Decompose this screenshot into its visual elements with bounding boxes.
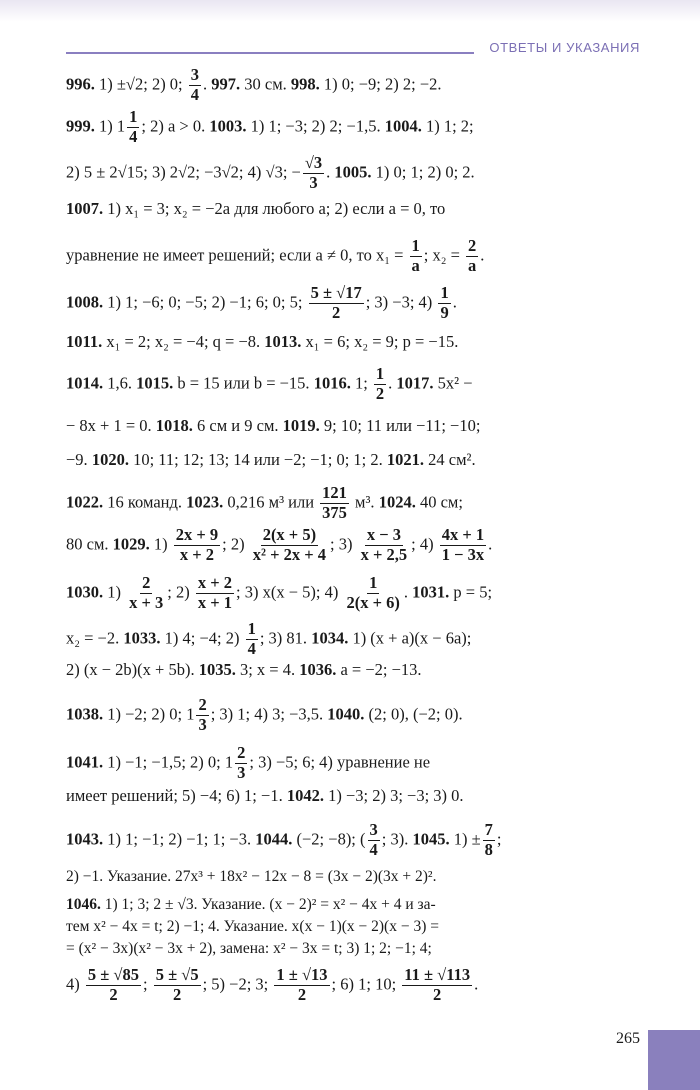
fraction-denominator: 2 xyxy=(109,984,118,1004)
fraction xyxy=(410,237,422,276)
problem-number: 996. xyxy=(66,74,95,94)
answer-text: м³. xyxy=(350,492,379,512)
fraction-numerator: 3 xyxy=(190,65,200,84)
answer-text: x₁ = 6; x₂ = 9; p = −15. xyxy=(301,332,459,351)
answer-line-text xyxy=(66,66,442,105)
answer-text: 1) xyxy=(149,534,172,554)
fraction-numerator: 5 ± √5 xyxy=(155,965,199,984)
fraction-numerator: 5 ± √85 xyxy=(87,965,139,984)
fraction xyxy=(127,574,165,613)
fraction xyxy=(189,66,201,105)
fraction-numerator: 2x + 9 xyxy=(175,525,219,544)
fraction xyxy=(359,526,410,565)
answer-text: ; 3) 81. xyxy=(259,628,312,648)
fraction-denominator: a xyxy=(411,255,420,275)
answer-text: 1) −1; −1,5; 2) 0; 1 xyxy=(103,752,234,772)
problem-number: 1041. xyxy=(66,752,104,772)
answer-text: . xyxy=(326,162,335,182)
answer-line xyxy=(66,332,640,352)
fraction xyxy=(86,966,141,1005)
fraction-numerator: 2 xyxy=(198,695,207,714)
answer-line xyxy=(66,66,640,105)
answer-line-text xyxy=(66,332,458,352)
problem-number: 1042. xyxy=(286,786,324,805)
fraction xyxy=(127,108,139,147)
fraction xyxy=(196,696,208,735)
answer-line xyxy=(66,108,640,147)
fraction-numerator: x + 2 xyxy=(197,573,233,592)
problem-number: 1044. xyxy=(255,829,293,849)
answer-text: 3; x = 4. xyxy=(235,660,300,679)
page-number: 265 xyxy=(616,1030,640,1047)
answer-line xyxy=(66,574,640,613)
answer-line xyxy=(66,940,640,958)
answer-text: ; 3) 1; 4) 3; −3,5. xyxy=(210,704,328,724)
answer-line xyxy=(66,786,640,806)
answer-line-text xyxy=(66,918,439,936)
answer-text: . xyxy=(452,292,457,312)
answer-text: 30 см. xyxy=(240,74,291,94)
fraction-numerator: 2 xyxy=(468,236,477,255)
answer-text: ; 2) xyxy=(222,534,249,554)
answer-line xyxy=(66,154,640,193)
answer-text: 6 см и 9 см. xyxy=(192,416,283,435)
fraction xyxy=(320,484,349,523)
section-title: ОТВЕТЫ И УКАЗАНИЯ xyxy=(489,40,640,55)
header-rule xyxy=(66,52,474,54)
fraction-denominator: 2 xyxy=(173,984,182,1004)
answer-text: 1) 1 xyxy=(94,116,126,136)
fraction xyxy=(344,574,401,613)
answer-text: ; 3) x(x − 5); 4) xyxy=(236,582,343,602)
answer-text: 80 см. xyxy=(66,534,113,554)
answer-text: ; 6) 1; 10; xyxy=(331,974,401,994)
answer-text: a = −2; −13. xyxy=(336,660,422,679)
answer-text: 1) 1; −6; 0; −5; 2) −1; 6; 0; 5; xyxy=(103,292,307,312)
fraction-denominator: 4 xyxy=(129,126,138,146)
answer-text: 40 см; xyxy=(415,492,463,512)
fraction xyxy=(483,821,495,860)
answer-text: p = 5; xyxy=(449,582,493,602)
fraction-denominator: 4 xyxy=(247,638,256,658)
answer-text: 1) x₁ = 3; x₂ = −2a для любого a; 2) если a = 0, то xyxy=(103,199,446,218)
problem-number: 998. xyxy=(290,74,320,94)
answer-text: 0,216 м³ или xyxy=(223,492,319,512)
answer-text: ; 2) xyxy=(167,582,194,602)
answer-text: 4) xyxy=(66,974,84,994)
answer-text: 1) ± xyxy=(449,829,481,849)
fraction-denominator: 3 xyxy=(198,714,207,734)
fraction xyxy=(174,526,220,565)
answer-text: ; xyxy=(496,829,502,849)
answer-line-text xyxy=(66,237,484,276)
answer-text: ; 3) xyxy=(330,534,357,554)
fraction-numerator: 5 ± √17 xyxy=(310,283,362,302)
answer-text: ; xyxy=(143,974,152,994)
answer-text: −9. xyxy=(66,450,92,469)
fraction xyxy=(440,526,486,565)
answer-line-text xyxy=(66,365,473,404)
fraction xyxy=(251,526,328,565)
problem-number: 1014. xyxy=(66,373,104,393)
answer-line-text xyxy=(66,484,463,523)
answer-text: ; 4) xyxy=(411,534,438,554)
problem-number: 1038. xyxy=(66,704,104,724)
problem-number: 1021. xyxy=(386,450,425,469)
problem-number: 1034. xyxy=(311,628,349,648)
answer-line xyxy=(66,284,640,323)
problem-number: 999. xyxy=(66,116,95,136)
fraction-numerator: √3 xyxy=(304,153,323,172)
answer-text: 1) 1; 3; 2 ± √3. Указание. (x − 2)² = x² − 4x + 4 и за- xyxy=(100,896,436,913)
fraction-numerator: 1 ± √13 xyxy=(276,965,328,984)
problem-number: 1007. xyxy=(66,199,104,218)
problem-number: 1016. xyxy=(313,373,351,393)
answer-text: . xyxy=(488,534,493,554)
problem-number: 997. xyxy=(211,74,241,94)
problem-number: 1040. xyxy=(327,704,365,724)
answer-line-text xyxy=(66,526,492,565)
answer-text: 1; xyxy=(350,373,372,393)
fraction-denominator: a xyxy=(468,255,477,275)
answer-line-text xyxy=(66,696,463,735)
fraction-numerator: 1 xyxy=(375,364,385,383)
answer-text: 9; 10; 11 или −11; −10; xyxy=(319,416,481,435)
fraction-denominator: 3 xyxy=(237,762,246,782)
fraction-denominator: 2 xyxy=(297,984,307,1004)
problem-number: 1022. xyxy=(66,492,104,512)
answer-text: (−2; −8); ( xyxy=(292,829,366,849)
fraction-denominator: x + 1 xyxy=(197,592,233,612)
fraction-denominator: x + 2 xyxy=(179,544,215,564)
fraction xyxy=(154,966,201,1005)
fraction-denominator: 375 xyxy=(322,502,347,522)
fraction-numerator: 1 xyxy=(369,573,378,592)
answer-line-text xyxy=(66,786,464,806)
answer-text: ; 5) −2; 3; xyxy=(202,974,273,994)
problem-number: 1020. xyxy=(91,450,129,469)
fraction-numerator: 7 xyxy=(484,820,493,839)
fraction-numerator: 4x + 1 xyxy=(441,525,485,544)
problem-number: 1008. xyxy=(66,292,104,312)
fraction-denominator: 2 xyxy=(332,302,341,322)
answer-text: 2) −1. Указание. 27x³ + 18x² − 12x − 8 = (3x − 2)(3x + 2)². xyxy=(66,868,437,885)
answer-line-text xyxy=(66,868,436,886)
corner-tab xyxy=(648,1030,700,1090)
answer-line-text xyxy=(66,284,457,323)
answer-text: уравнение не имеет решений; если a ≠ 0, то x₁ = xyxy=(66,245,408,265)
answer-line xyxy=(66,620,640,659)
fraction xyxy=(303,154,324,193)
answer-text: 16 команд. xyxy=(103,492,187,512)
answer-line-text xyxy=(66,620,471,659)
problem-number: 1019. xyxy=(282,416,320,435)
answer-line xyxy=(66,199,640,219)
answer-line-text xyxy=(66,660,422,680)
problem-number: 1045. xyxy=(412,829,450,849)
problem-number: 1004. xyxy=(384,116,422,136)
answer-line-text xyxy=(66,108,474,147)
answer-line xyxy=(66,868,640,886)
fraction xyxy=(368,821,380,860)
answer-text: ; 3) −3; 4) xyxy=(365,292,437,312)
fraction-numerator: 1 xyxy=(247,619,256,638)
fraction-denominator: 1 − 3x xyxy=(441,544,485,564)
fraction-numerator: 2 xyxy=(142,573,151,592)
answer-text: 1) xyxy=(103,582,126,602)
fraction xyxy=(374,365,386,404)
answer-text: − 8x + 1 = 0. xyxy=(66,416,156,435)
answer-text: . xyxy=(480,245,485,265)
fraction xyxy=(235,744,247,783)
problem-number: 1036. xyxy=(299,660,337,679)
fraction xyxy=(246,620,258,659)
answer-text: . xyxy=(403,582,413,602)
problem-number: 1023. xyxy=(186,492,224,512)
fraction xyxy=(309,284,364,323)
answer-text: 1) −2; 2) 0; 1 xyxy=(103,704,195,724)
fraction-numerator: 1 xyxy=(129,107,138,126)
answer-text: тем x² − 4x = t; 2) −1; 4. Указание. x(x − 1)(x − 2)(x − 3) = xyxy=(66,918,439,935)
answer-text: 1) (x + a)(x − 6a); xyxy=(348,628,472,648)
answer-text: . xyxy=(203,74,212,94)
answer-line-text xyxy=(66,450,476,470)
fraction-denominator: 8 xyxy=(484,839,493,859)
answer-line xyxy=(66,237,640,276)
fraction xyxy=(466,237,478,276)
answer-line-text xyxy=(66,416,480,436)
answer-line xyxy=(66,821,640,860)
answer-text: ; 2) a > 0. xyxy=(141,116,210,136)
answer-text: (2; 0), (−2; 0). xyxy=(364,704,463,724)
answer-text: b = 15 или b = −15. xyxy=(173,373,314,393)
answer-text: 24 см². xyxy=(424,450,476,469)
fraction-denominator: x + 3 xyxy=(129,592,164,612)
answer-line-text xyxy=(66,199,445,219)
fraction-numerator: 3 xyxy=(369,820,378,839)
answer-line xyxy=(66,966,640,1005)
fraction xyxy=(402,966,472,1005)
fraction xyxy=(196,574,234,613)
answer-text: 5x² − xyxy=(433,373,473,393)
answer-text: 1) 1; −1; 2) −1; 1; −3. xyxy=(103,829,256,849)
answer-line xyxy=(66,744,640,783)
answer-line xyxy=(66,450,640,470)
answer-text: . xyxy=(388,373,397,393)
answer-line-text xyxy=(66,896,436,914)
answer-line xyxy=(66,896,640,914)
answer-line-text xyxy=(66,744,430,783)
problem-number: 1029. xyxy=(112,534,150,554)
problem-number: 1030. xyxy=(66,582,104,602)
problem-number: 1043. xyxy=(66,829,104,849)
answer-text: 10; 11; 12; 13; 14 или −2; −1; 0; 1; 2. xyxy=(128,450,387,469)
answer-line xyxy=(66,696,640,735)
fraction-denominator: 3 xyxy=(309,172,318,192)
fraction-denominator: x² + 2x + 4 xyxy=(252,544,327,564)
fraction-denominator: 4 xyxy=(369,839,378,859)
fraction-denominator: 2(x + 6) xyxy=(346,592,400,612)
answer-text: 1) 0; 1; 2) 0; 2. xyxy=(371,162,475,182)
fraction-numerator: 1 xyxy=(440,283,449,302)
fraction-numerator: 2(x + 5) xyxy=(262,525,317,544)
problem-number: 1024. xyxy=(378,492,416,512)
fraction-denominator: 4 xyxy=(190,84,200,104)
fraction-numerator: 2 xyxy=(237,743,246,762)
fraction-denominator: 2 xyxy=(375,383,385,403)
answer-text: имеет решений; 5) −4; 6) 1; −1. xyxy=(66,786,287,805)
answer-line-text xyxy=(66,966,478,1005)
answer-text: 1) 0; −9; 2) 2; −2. xyxy=(319,74,442,94)
answer-text: 1) 4; −4; 2) xyxy=(160,628,244,648)
answer-text: 1) ±√2; 2) 0; xyxy=(94,74,187,94)
answer-text: x₁ = 2; x₂ = −4; q = −8. xyxy=(102,332,265,351)
answer-text: 1,6. xyxy=(103,373,137,393)
answer-text: x₂ = −2. xyxy=(66,628,124,648)
answer-line-text xyxy=(66,821,502,860)
answer-line xyxy=(66,660,640,680)
answer-text: ; x₂ = xyxy=(423,245,465,265)
fraction-denominator: 9 xyxy=(440,302,449,322)
problem-number: 1013. xyxy=(264,332,302,351)
fraction xyxy=(274,966,329,1005)
answer-text: 1) −3; 2) 3; −3; 3) 0. xyxy=(323,786,464,805)
answer-text: . xyxy=(474,974,479,994)
answer-line xyxy=(66,416,640,436)
answer-text: 1) 1; −3; 2) 2; −1,5. xyxy=(246,116,385,136)
top-band xyxy=(0,0,700,22)
answer-text: ; 3). xyxy=(381,829,413,849)
problem-number: 1005. xyxy=(334,162,372,182)
fraction-numerator: 11 ± √113 xyxy=(404,965,471,984)
fraction xyxy=(438,284,450,323)
answer-text: = (x² − 3x)(x² − 3x + 2), замена: x² − 3x = t; 3) 1; 2; −1; 4; xyxy=(66,940,432,957)
problem-number: 1033. xyxy=(123,628,161,648)
problem-number: 1011. xyxy=(66,332,103,351)
answer-line-text xyxy=(66,940,432,958)
problem-number: 1003. xyxy=(209,116,247,136)
problem-number: 1017. xyxy=(396,373,434,393)
fraction-numerator: x − 3 xyxy=(366,525,401,544)
answer-text: ; 3) −5; 6; 4) уравнение не xyxy=(249,752,431,772)
problem-number: 1018. xyxy=(155,416,193,435)
answer-text: 1) 1; 2; xyxy=(421,116,474,136)
problem-number: 1035. xyxy=(198,660,236,679)
answer-line xyxy=(66,918,640,936)
fraction-denominator: x + 2,5 xyxy=(360,544,408,564)
problem-number: 1015. xyxy=(136,373,174,393)
fraction-numerator: 1 xyxy=(411,236,420,255)
problem-number: 1046. xyxy=(66,896,101,913)
answer-line xyxy=(66,484,640,523)
answer-line-text xyxy=(66,574,492,613)
fraction-numerator: 121 xyxy=(322,483,347,502)
fraction-denominator: 2 xyxy=(433,984,442,1004)
answer-text: 2) (x − 2b)(x + 5b). xyxy=(66,660,199,679)
answer-line xyxy=(66,365,640,404)
answer-line xyxy=(66,526,640,565)
problem-number: 1031. xyxy=(412,582,450,602)
answer-line-text xyxy=(66,154,475,193)
answer-text: 2) 5 ± 2√15; 3) 2√2; −3√2; 4) √3; − xyxy=(66,162,301,182)
